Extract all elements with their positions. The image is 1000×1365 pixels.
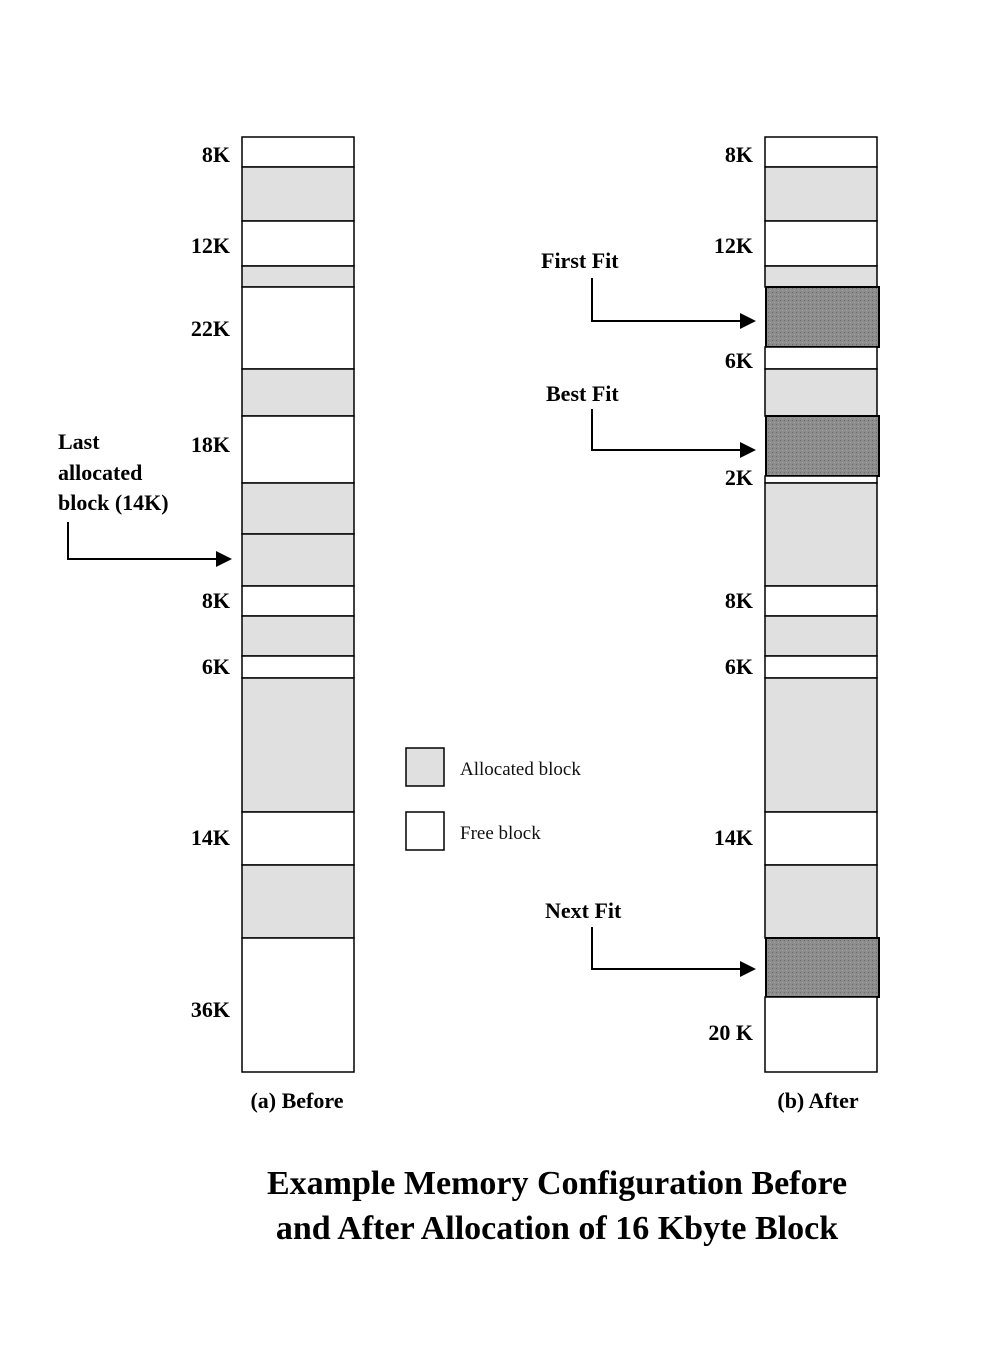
after-block-allocated-3 xyxy=(765,266,877,287)
next-fit-arrowhead xyxy=(740,961,756,977)
after-block-size-label: 8K xyxy=(724,588,753,613)
before-block-size-label: 8K xyxy=(201,142,230,167)
before-block-free-15 xyxy=(242,938,354,1072)
after-block-free-14 xyxy=(765,812,877,865)
first-fit-annotation xyxy=(541,248,756,329)
after-block-size-label: 12K xyxy=(713,233,753,258)
title-line-1: Example Memory Configuration Before xyxy=(266,1165,848,1202)
after-block-size-label: 6K xyxy=(724,654,753,679)
before-block-free-9 xyxy=(242,586,354,616)
last-allocated-line-3: block (14K) xyxy=(58,490,169,515)
last-allocated-line-1: Last xyxy=(58,429,100,454)
after-caption: (b) After xyxy=(777,1088,859,1113)
before-block-free-13 xyxy=(242,812,354,865)
before-block-free-4 xyxy=(242,287,354,369)
after-block-allocated-15 xyxy=(765,865,877,938)
after-block-free-12 xyxy=(765,656,877,678)
before-block-size-label: 18K xyxy=(190,432,230,457)
after-block-allocated-1 xyxy=(765,167,877,221)
before-block-allocated-8 xyxy=(242,534,354,586)
after-block-free-2 xyxy=(765,221,877,266)
before-caption: (a) Before xyxy=(250,1088,344,1113)
before-block-size-label: 14K xyxy=(190,825,230,850)
best-fit-annotation xyxy=(546,381,756,458)
before-block-free-0 xyxy=(242,137,354,167)
before-block-allocated-10 xyxy=(242,616,354,656)
before-block-free-2 xyxy=(242,221,354,266)
after-block-size-label: 2K xyxy=(724,465,753,490)
after-block-new-7 xyxy=(766,416,879,476)
after-block-new-4 xyxy=(766,287,879,347)
before-block-allocated-5 xyxy=(242,369,354,416)
title-line-2: and After Allocation of 16 Kbyte Block xyxy=(275,1210,839,1247)
after-block-size-label: 14K xyxy=(713,825,753,850)
last-allocated-line-2: allocated xyxy=(58,460,143,485)
after-memory-column xyxy=(708,137,879,1072)
legend xyxy=(406,748,581,850)
before-memory-column xyxy=(191,137,354,1072)
after-block-allocated-11 xyxy=(765,616,877,656)
after-block-size-label: 8K xyxy=(724,142,753,167)
after-block-free-8 xyxy=(765,476,877,483)
before-block-size-label: 12K xyxy=(190,233,230,258)
legend-allocated-swatch xyxy=(406,748,444,786)
before-block-size-label: 36K xyxy=(190,997,230,1022)
last-allocated-arrow-line xyxy=(68,522,218,559)
first-fit-label: First Fit xyxy=(541,248,619,273)
before-block-allocated-12 xyxy=(242,678,354,812)
first-fit-arrowhead xyxy=(740,313,756,329)
best-fit-label: Best Fit xyxy=(546,381,619,406)
before-block-allocated-1 xyxy=(242,167,354,221)
legend-allocated-label: Allocated block xyxy=(460,759,581,780)
after-block-allocated-6 xyxy=(765,369,877,416)
before-block-allocated-14 xyxy=(242,865,354,938)
after-block-new-16 xyxy=(766,938,879,997)
after-block-free-17 xyxy=(765,997,877,1072)
before-block-allocated-3 xyxy=(242,266,354,287)
legend-free-label: Free block xyxy=(460,823,541,844)
legend-free-swatch xyxy=(406,812,444,850)
next-fit-annotation xyxy=(545,898,756,977)
next-fit-arrow-line xyxy=(592,927,741,969)
after-block-allocated-13 xyxy=(765,678,877,812)
next-fit-label: Next Fit xyxy=(545,898,622,923)
after-block-size-label: 6K xyxy=(724,348,753,373)
before-block-size-label: 8K xyxy=(201,588,230,613)
after-block-free-10 xyxy=(765,586,877,616)
best-fit-arrow-line xyxy=(592,409,741,450)
first-fit-arrow-line xyxy=(592,278,741,321)
after-block-allocated-9 xyxy=(765,483,877,586)
last-allocated-arrowhead xyxy=(216,551,232,567)
before-block-free-6 xyxy=(242,416,354,483)
after-block-free-0 xyxy=(765,137,877,167)
after-block-size-label: 20 K xyxy=(708,1020,753,1045)
before-block-allocated-7 xyxy=(242,483,354,534)
before-block-size-label: 6K xyxy=(201,654,230,679)
best-fit-arrowhead xyxy=(740,442,756,458)
before-block-free-11 xyxy=(242,656,354,678)
before-block-size-label: 22K xyxy=(190,316,230,341)
after-block-free-5 xyxy=(765,347,877,369)
